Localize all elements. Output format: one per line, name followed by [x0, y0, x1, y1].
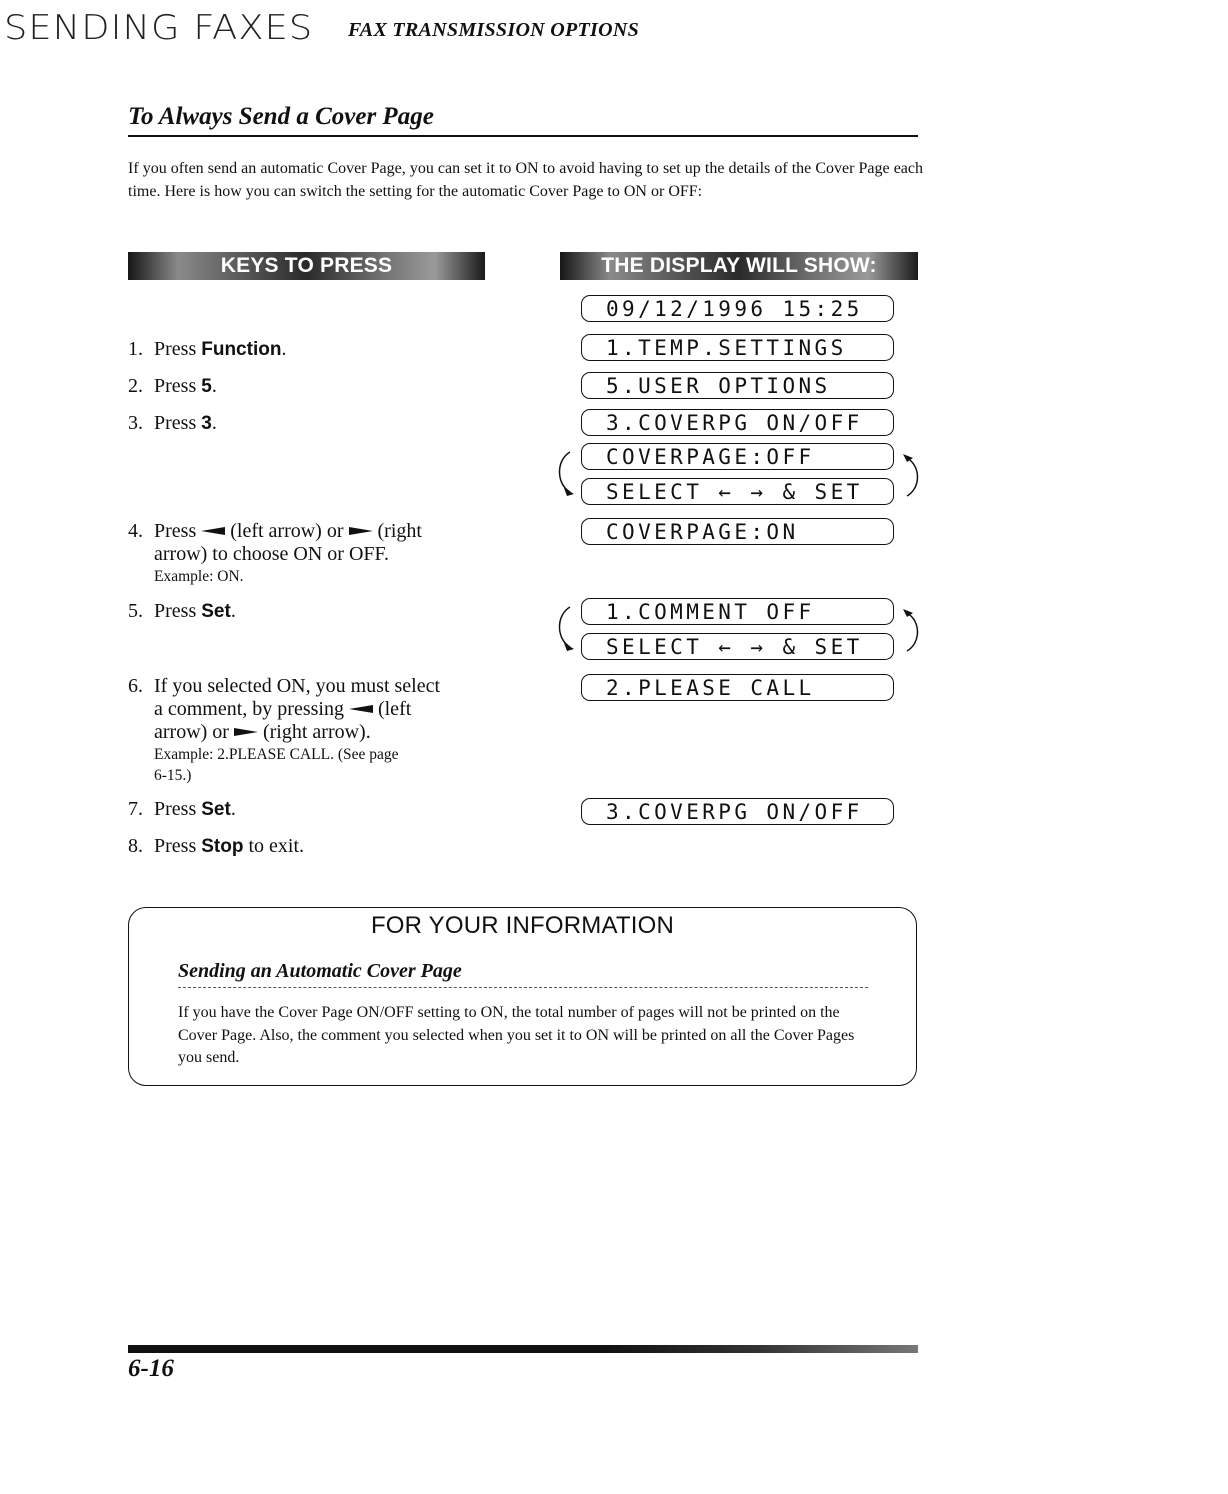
lcd-display: 3.COVERPG ON/OFF — [581, 409, 894, 436]
fyi-subtitle: Sending an Automatic Cover Page — [178, 960, 462, 982]
display-header — [560, 252, 918, 280]
step-1 — [128, 338, 286, 361]
step-text: Press — [154, 412, 202, 434]
lcd-display: SELECT ← → & SET — [581, 633, 894, 660]
page-number: 6-16 — [128, 1355, 174, 1382]
key-name: 3 — [201, 413, 212, 434]
section-header: FAX TRANSMISSION OPTIONS — [348, 19, 639, 41]
step-8 — [128, 835, 304, 858]
step-number: 7. — [128, 798, 143, 820]
cycle-arrow-right-icon — [895, 446, 925, 504]
key-name: Stop — [201, 836, 244, 857]
lcd-display: 5.USER OPTIONS — [581, 372, 894, 399]
step-example: Example: 2.PLEASE CALL. (See page — [154, 746, 399, 763]
lcd-display: SELECT ← → & SET — [581, 478, 894, 505]
step-text: (left arrow) or — [230, 520, 344, 542]
step-number: 2. — [128, 375, 143, 397]
step-5 — [128, 600, 236, 623]
step-text-line — [128, 698, 490, 721]
step-text: (right — [377, 520, 422, 542]
step-text: a comment, by pressing — [154, 698, 344, 720]
fyi-rule — [178, 987, 868, 988]
step-text: Press — [154, 835, 202, 857]
title-rule — [128, 135, 918, 137]
left-arrow-key-icon — [349, 704, 373, 714]
step-text: arrow) to choose ON or OFF. — [154, 543, 390, 565]
step-number: 5. — [128, 600, 143, 622]
lcd-display: COVERPAGE:OFF — [581, 443, 894, 470]
key-name: Function — [201, 339, 282, 360]
step-number: 1. — [128, 338, 143, 360]
step-example: Example: ON. — [154, 568, 244, 585]
lcd-display: 09/12/1996 15:25 — [581, 295, 894, 322]
step-text: If you selected ON, you must select — [154, 675, 441, 697]
step-4 — [128, 520, 488, 587]
step-text: Press — [154, 798, 202, 820]
step-text: (right arrow). — [262, 721, 371, 743]
step-text: . — [230, 798, 236, 820]
step-number: 3. — [128, 412, 143, 434]
lcd-display: 1.COMMENT OFF — [581, 598, 894, 625]
step-text: . — [211, 412, 217, 434]
step-text: to exit. — [243, 835, 304, 857]
step-example: 6-15.) — [154, 767, 192, 784]
step-number: 4. — [128, 520, 143, 542]
section-title: To Always Send a Cover Page — [128, 103, 434, 130]
step-7 — [128, 798, 236, 821]
chapter-title: SENDING FAXES — [4, 8, 314, 48]
step-number: 6. — [128, 675, 143, 697]
fyi-title: FOR YOUR INFORMATION — [370, 912, 675, 939]
lcd-display: 2.PLEASE CALL — [581, 674, 894, 701]
step-text: . — [281, 338, 287, 360]
step-text: (left — [377, 698, 412, 720]
cycle-arrow-left-icon — [552, 601, 582, 659]
intro-paragraph: If you often send an automatic Cover Page, you can set it to ON to avoid having to set up the details of the Cover Page each time. Here is how you can switch the setting for the automatic Cover Page to ON or OFF: — [128, 160, 923, 200]
key-name: 5 — [201, 376, 212, 397]
step-number: 8. — [128, 835, 143, 857]
step-text-line — [128, 721, 490, 744]
step-text: Press — [154, 338, 202, 360]
step-text: . — [230, 600, 236, 622]
footer-rule — [128, 1345, 918, 1353]
cycle-arrow-left-icon — [552, 446, 582, 504]
step-text: Press — [154, 600, 202, 622]
cycle-arrow-right-icon — [895, 601, 925, 659]
step-text: arrow) or — [154, 721, 229, 743]
left-arrow-key-icon — [201, 526, 225, 536]
key-name: Set — [201, 799, 231, 820]
keys-to-press-header — [128, 252, 485, 280]
right-arrow-key-icon — [234, 727, 258, 737]
step-2 — [128, 375, 217, 398]
step-text: . — [211, 375, 217, 397]
step-text: Press — [154, 375, 202, 397]
lcd-display: 1.TEMP.SETTINGS — [581, 334, 894, 361]
step-6 — [128, 675, 490, 786]
keys-header-label: KEYS TO PRESS — [220, 254, 393, 277]
step-3 — [128, 412, 217, 435]
fyi-text: If you have the Cover Page ON/OFF setting to ON, the total number of pages will not be printed on the Cover Page. Also, the comment you selected when you set it to ON will be printed on all the Cover Pages you send. — [178, 1004, 855, 1066]
right-arrow-key-icon — [349, 526, 373, 536]
step-text: Press — [154, 520, 197, 542]
key-name: Set — [201, 601, 231, 622]
lcd-display: COVERPAGE:ON — [581, 518, 894, 545]
display-header-label: THE DISPLAY WILL SHOW: — [601, 254, 877, 277]
lcd-display: 3.COVERPG ON/OFF — [581, 798, 894, 825]
